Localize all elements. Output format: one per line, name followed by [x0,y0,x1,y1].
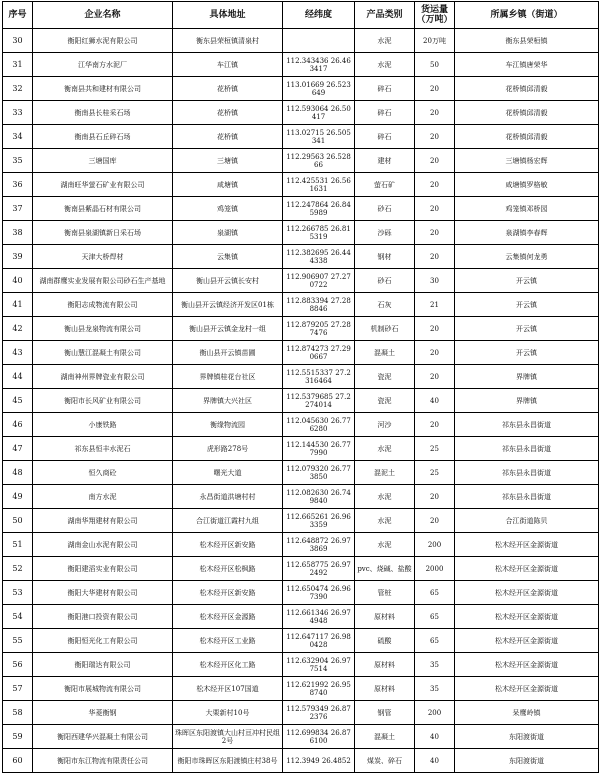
table-row [3,341,599,365]
header-seq: 序号 [3,2,33,29]
cell-freight-volume: 50 [415,53,455,77]
cell-township: 松木经开区金源街道 [455,581,599,605]
cell-product-category: 原材料 [355,677,415,701]
cell-address: 永昌街道洪塘村村 [173,485,283,509]
table-header-row [3,2,599,29]
table-row [3,389,599,413]
cell-township: 界牌镇 [455,365,599,389]
table-row [3,317,599,341]
cell-product-category: 硫酸 [355,629,415,653]
cell-company-name: 衡山县龙泉物流有限公司 [33,317,173,341]
cell-company-name: 衡南县紫晶石材有限公司 [33,197,173,221]
cell-address: 界牌镇桂花台社区 [173,365,283,389]
cell-coordinates: 112.650474 26.967390 [283,581,355,605]
table-row [3,533,599,557]
cell-township: 鸡笼镇邓桥园 [455,197,599,221]
cell-product-category: 管桩 [355,581,415,605]
table-row [3,677,599,701]
cell-township: 三塘镇杨宏辉 [455,149,599,173]
enterprise-table [2,1,599,773]
cell-product-category: 水泥 [355,485,415,509]
cell-freight-volume: 35 [415,653,455,677]
cell-seq: 44 [3,365,33,389]
cell-product-category: 水泥 [355,533,415,557]
cell-seq: 54 [3,605,33,629]
cell-coordinates: 112.883394 27.288846 [283,293,355,317]
cell-address: 松木经开区新安路 [173,581,283,605]
cell-address: 泉湖镇 [173,221,283,245]
cell-company-name: 湖南金山水泥有限公司 [33,533,173,557]
table-row [3,725,599,749]
cell-address: 云集镇 [173,245,283,269]
cell-product-category: 碎石 [355,125,415,149]
cell-freight-volume: 20 [415,413,455,437]
cell-freight-volume: 40 [415,749,455,773]
cell-coordinates: 112.647117 26.980428 [283,629,355,653]
cell-township: 花桥镇邱清毅 [455,77,599,101]
cell-address: 车江镇 [173,53,283,77]
cell-company-name: 衡阳市展城物流有限公司 [33,677,173,701]
cell-seq: 37 [3,197,33,221]
cell-address: 虎形路278号 [173,437,283,461]
cell-coordinates: 112.648872 26.973869 [283,533,355,557]
cell-freight-volume: 20 [415,509,455,533]
cell-coordinates: 112.5379685 27.2274014 [283,389,355,413]
cell-seq: 41 [3,293,33,317]
table-row [3,53,599,77]
cell-address: 松木经开区工业路 [173,629,283,653]
cell-freight-volume: 40 [415,725,455,749]
table-row [3,581,599,605]
cell-company-name: 衡阳志成物流有限公司 [33,293,173,317]
cell-coordinates [283,29,355,53]
cell-address: 花桥镇 [173,77,283,101]
cell-township: 松木经开区金源街道 [455,605,599,629]
cell-product-category: 石灰 [355,293,415,317]
cell-seq: 46 [3,413,33,437]
cell-address: 三塘镇 [173,149,283,173]
cell-freight-volume: 20 [415,173,455,197]
table-row [3,509,599,533]
table-row [3,365,599,389]
cell-company-name: 衡阳市长风矿业有限公司 [33,389,173,413]
cell-coordinates: 112.3949 26.4852 [283,749,355,773]
cell-seq: 49 [3,485,33,509]
cell-freight-volume: 20 [415,149,455,173]
cell-coordinates: 112.29563 26.52866 [283,149,355,173]
cell-product-category: 钢材 [355,245,415,269]
cell-township: 松木经开区金源街道 [455,677,599,701]
cell-product-category: 机制砂石 [355,317,415,341]
table-row [3,413,599,437]
header-township: 所属乡镇（街道） [455,2,599,29]
cell-coordinates: 112.906907 27.270722 [283,269,355,293]
cell-coordinates: 112.079320 26.773850 [283,461,355,485]
cell-seq: 52 [3,557,33,581]
cell-seq: 58 [3,701,33,725]
cell-company-name: 衡阳西建华兴混凝土有限公司 [33,725,173,749]
cell-address: 花桥镇 [173,101,283,125]
cell-company-name: 三塘国库 [33,149,173,173]
cell-township: 祁东县永昌街道 [455,413,599,437]
cell-address: 松木经开区金源路 [173,605,283,629]
cell-freight-volume: 35 [415,677,455,701]
cell-product-category: 砂石 [355,197,415,221]
cell-freight-volume: 20 [415,341,455,365]
cell-seq: 45 [3,389,33,413]
table-row [3,149,599,173]
cell-product-category: 沙砾 [355,221,415,245]
cell-address: 衡阳市珠晖区东阳渡镇庄村38号 [173,749,283,773]
cell-seq: 40 [3,269,33,293]
cell-product-category: 混凝土 [355,341,415,365]
cell-freight-volume: 25 [415,437,455,461]
header-product-category: 产品类别 [355,2,415,29]
cell-coordinates: 112.632904 26.977514 [283,653,355,677]
cell-product-category: 河沙 [355,413,415,437]
table-row [3,197,599,221]
cell-company-name: 衡南县石丘碎石场 [33,125,173,149]
cell-coordinates: 112.658775 26.972492 [283,557,355,581]
cell-seq: 56 [3,653,33,677]
cell-freight-volume: 65 [415,629,455,653]
cell-freight-volume: 25 [415,461,455,485]
cell-product-category: 煤炭、碎石 [355,749,415,773]
cell-address: 花桥镇 [173,125,283,149]
cell-seq: 50 [3,509,33,533]
cell-township: 界牌镇 [455,389,599,413]
cell-company-name: 衡阳瑞达有限公司 [33,653,173,677]
cell-product-category: 水泥 [355,53,415,77]
cell-product-category: 水泥 [355,29,415,53]
cell-freight-volume: 200 [415,701,455,725]
cell-product-category: 建材 [355,149,415,173]
cell-township: 松木经开区金源街道 [455,653,599,677]
cell-seq: 55 [3,629,33,653]
cell-coordinates: 112.879205 27.287476 [283,317,355,341]
cell-freight-volume: 20 [415,197,455,221]
cell-product-category: 混凝土 [355,725,415,749]
cell-address: 衡山县开云镇长安村 [173,269,283,293]
cell-address: 大栗新村10号 [173,701,283,725]
cell-address: 衡山县开云镇金龙村一组 [173,317,283,341]
cell-coordinates: 112.082630 26.749840 [283,485,355,509]
table-row [3,245,599,269]
cell-coordinates: 112.699834 26.876100 [283,725,355,749]
cell-coordinates: 113.02715 26.505341 [283,125,355,149]
cell-company-name: 衡阳港口投资有限公司 [33,605,173,629]
cell-company-name: 衡阳建滔实业有限公司 [33,557,173,581]
cell-address: 松木经开区新安路 [173,533,283,557]
table-row [3,701,599,725]
cell-product-category: 碎石 [355,77,415,101]
cell-product-category: 混泥土 [355,461,415,485]
header-company-name: 企业名称 [33,2,173,29]
table-row [3,437,599,461]
cell-freight-volume: 20 [415,317,455,341]
cell-coordinates: 112.621992 26.958740 [283,677,355,701]
cell-township: 祁东县永昌街道 [455,461,599,485]
table-row [3,485,599,509]
cell-township: 松木经开区金源街道 [455,629,599,653]
cell-freight-volume: 30 [415,269,455,293]
cell-township: 花桥镇邱清毅 [455,125,599,149]
cell-company-name: 衡南县长桂采石场 [33,101,173,125]
table-row [3,77,599,101]
cell-seq: 36 [3,173,33,197]
cell-product-category: 瓷泥 [355,389,415,413]
header-coordinates: 经纬度 [283,2,355,29]
cell-company-name: 湖南群鹰实业发展有限公司砂石生产基地 [33,269,173,293]
cell-freight-volume: 20 [415,221,455,245]
table-body [3,29,599,773]
cell-address: 衡山县开云镇经济开发区01栋 [173,293,283,317]
cell-seq: 43 [3,341,33,365]
cell-coordinates: 112.661346 26.974948 [283,605,355,629]
cell-company-name: 湖南旺华萤石矿业有限公司 [33,173,173,197]
cell-coordinates: 112.665261 26.963359 [283,509,355,533]
cell-freight-volume: 20万吨 [415,29,455,53]
cell-company-name: 天津大桥焊材 [33,245,173,269]
cell-freight-volume: 20 [415,125,455,149]
table-row [3,557,599,581]
cell-product-category: 碎石 [355,101,415,125]
cell-coordinates: 112.579349 26.872376 [283,701,355,725]
cell-seq: 48 [3,461,33,485]
cell-address: 松木经开区松枫路 [173,557,283,581]
cell-coordinates: 112.5515337 27.2316464 [283,365,355,389]
cell-address: 衡山县开云镇苗圃 [173,341,283,365]
cell-seq: 30 [3,29,33,53]
cell-company-name: 衡南县共和建材有限公司 [33,77,173,101]
cell-company-name: 恒久商砼 [33,461,173,485]
cell-freight-volume: 20 [415,101,455,125]
cell-product-category: 萤石矿 [355,173,415,197]
cell-township: 开云镇 [455,341,599,365]
table-row [3,269,599,293]
cell-address: 松木经开区化工路 [173,653,283,677]
cell-company-name: 湖南神州界牌瓷业有限公司 [33,365,173,389]
cell-coordinates: 112.266785 26.815319 [283,221,355,245]
cell-address: 衡缘物流园 [173,413,283,437]
cell-seq: 31 [3,53,33,77]
cell-product-category: 原材料 [355,605,415,629]
cell-township: 咸塘镇罗格敏 [455,173,599,197]
header-freight-volume: 货运量（万吨） [415,2,455,29]
cell-company-name: 衡阳市东江物流有限责任公司 [33,749,173,773]
cell-coordinates: 112.247864 26.845989 [283,197,355,221]
cell-coordinates: 112.144530 26.777990 [283,437,355,461]
cell-freight-volume: 20 [415,77,455,101]
cell-coordinates: 112.874273 27.290667 [283,341,355,365]
cell-freight-volume: 2000 [415,557,455,581]
table-row [3,125,599,149]
cell-address: 合江街道江霞村九组 [173,509,283,533]
table-row [3,653,599,677]
cell-seq: 32 [3,77,33,101]
cell-product-category: 瓷泥 [355,365,415,389]
cell-seq: 47 [3,437,33,461]
table-row [3,629,599,653]
cell-seq: 33 [3,101,33,125]
cell-seq: 35 [3,149,33,173]
cell-township: 祁东县永昌街道 [455,485,599,509]
cell-township: 车江镇唐荣华 [455,53,599,77]
cell-address: 界牌镇大兴社区 [173,389,283,413]
table-row [3,293,599,317]
table-row [3,173,599,197]
cell-company-name: 祁东县恒丰水泥石 [33,437,173,461]
cell-seq: 51 [3,533,33,557]
cell-township: 松木经开区金源街道 [455,533,599,557]
cell-coordinates: 112.425531 26.561631 [283,173,355,197]
cell-company-name: 衡阳红狮水泥有限公司 [33,29,173,53]
cell-township: 泉湖镇李春辉 [455,221,599,245]
table-row [3,221,599,245]
cell-address: 曙光大道 [173,461,283,485]
cell-township: 呆鹰岭镇 [455,701,599,725]
header-address: 具体地址 [173,2,283,29]
cell-freight-volume: 65 [415,605,455,629]
cell-address: 鸡笼镇 [173,197,283,221]
cell-freight-volume: 21 [415,293,455,317]
cell-company-name: 衡山慧江混凝土有限公司 [33,341,173,365]
cell-seq: 34 [3,125,33,149]
cell-seq: 59 [3,725,33,749]
cell-township: 开云镇 [455,317,599,341]
cell-freight-volume: 65 [415,581,455,605]
cell-product-category: 水泥 [355,509,415,533]
cell-company-name: 衡阳大华建材有限公司 [33,581,173,605]
table-row [3,101,599,125]
cell-township: 东阳渡街道 [455,749,599,773]
cell-company-name: 南方水泥 [33,485,173,509]
table-row [3,29,599,53]
cell-freight-volume: 20 [415,485,455,509]
cell-address: 咸塘镇 [173,173,283,197]
cell-coordinates: 112.593064 26.50417 [283,101,355,125]
cell-coordinates: 112.343436 26.463417 [283,53,355,77]
cell-seq: 60 [3,749,33,773]
cell-township: 衡东县荣桓镇 [455,29,599,53]
cell-product-category: 水泥 [355,437,415,461]
cell-company-name: 衡南县泉湖镇新日采石场 [33,221,173,245]
cell-freight-volume: 200 [415,533,455,557]
cell-seq: 57 [3,677,33,701]
cell-township: 东阳渡街道 [455,725,599,749]
cell-township: 祁东县永昌街道 [455,437,599,461]
cell-township: 花桥镇邱清毅 [455,101,599,125]
cell-product-category: 砂石 [355,269,415,293]
cell-coordinates: 112.045630 26.776280 [283,413,355,437]
cell-township: 云集镇何龙勇 [455,245,599,269]
cell-company-name: 衡阳恒光化工有限公司 [33,629,173,653]
cell-seq: 38 [3,221,33,245]
cell-seq: 42 [3,317,33,341]
cell-township: 合江街道陈贝 [455,509,599,533]
cell-freight-volume: 20 [415,245,455,269]
cell-freight-volume: 20 [415,365,455,389]
cell-seq: 53 [3,581,33,605]
cell-township: 开云镇 [455,269,599,293]
table-row [3,461,599,485]
cell-seq: 39 [3,245,33,269]
cell-company-name: 江华南方水泥厂 [33,53,173,77]
cell-product-category: 钢管 [355,701,415,725]
cell-coordinates: 112.382695 26.444338 [283,245,355,269]
cell-freight-volume: 40 [415,389,455,413]
cell-company-name: 华菱衡钢 [33,701,173,725]
cell-company-name: 小康铁路 [33,413,173,437]
cell-address: 衡东县荣桓镇清泉村 [173,29,283,53]
cell-coordinates: 113.01669 26.523649 [283,77,355,101]
table-row [3,605,599,629]
cell-product-category: 原材料 [355,653,415,677]
cell-company-name: 湖南华翔建材有限公司 [33,509,173,533]
cell-township: 开云镇 [455,293,599,317]
cell-product-category: pvc、烧碱、盐酸 [355,557,415,581]
cell-address: 松木经开区107国道 [173,677,283,701]
cell-township: 松木经开区金源街道 [455,557,599,581]
cell-address: 珠晖区东阳渡镇大山村亘冲村民组2号 [173,725,283,749]
